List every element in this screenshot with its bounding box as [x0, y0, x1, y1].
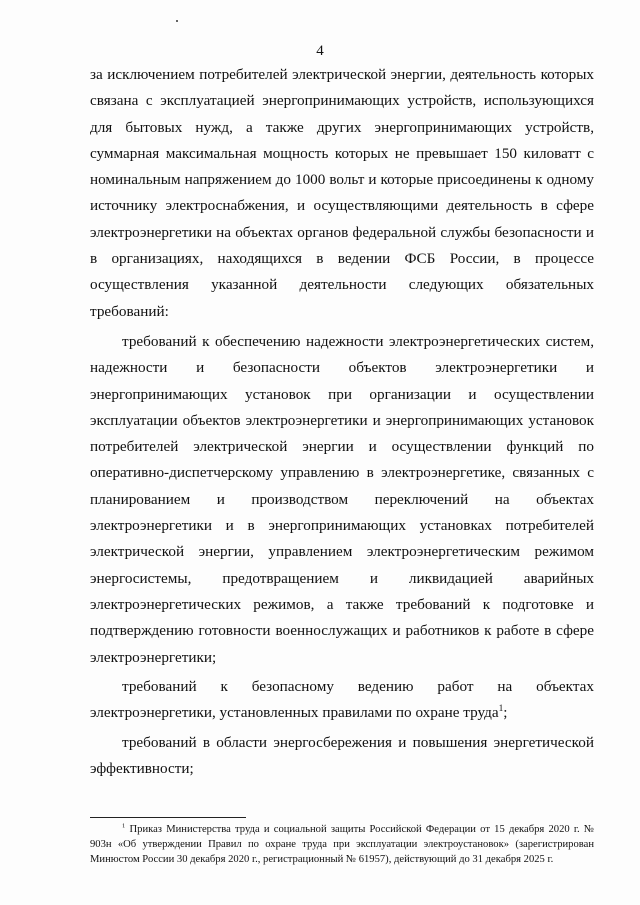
footnote: [90, 822, 594, 867]
paragraph-3: [90, 674, 594, 727]
paragraph-1: за исключением потребителей электрической энергии, деятельность которых связана с эксплуатацией энергопринимающих устройств, использующихся для бытовых нужд, а также других энергопринимающих устройств, суммарная максимальная мощность которых не превышает 150 киловатт с номинальным напряжением до 1000 вольт и которые присоединены к одному источнику электроснабжения, и осуществляющими деятельность в сфере электроэнергетики на объектах органов федеральной службы безопасности и в организациях, находящихся в ведении ФСБ России, в процессе осуществления указанной деятельности следующих обязательных требований:: [90, 66, 594, 320]
scan-speck: [176, 20, 178, 22]
footnote-marker: 1: [122, 822, 126, 830]
paragraph-4: требований в области энергосбережения и повышения энергетической эффективности;: [90, 734, 594, 778]
paragraph-3-text: требований к безопасному ведению работ на объектах электроэнергетики, установленных правилами по охране труда: [90, 678, 594, 722]
footnote-reference[interactable]: 1: [498, 704, 504, 715]
paragraph-2: требований к обеспечению надежности электроэнергетических систем, надежности и безопасности объектов электроэнергетики и энергопринимающих установок при организации и осуществлении эксплуатации объектов электроэнергетики и энергопринимающих установок потребителей электрической энергии и осуществлении функций по оперативно-диспетчерскому управлению в электроэнергетике, связанных с планированием и производством переключений на объектах электроэнергетики и в энергопринимающих установках потребителей электрической энергии, управлением электроэнергетическим режимом энергосистемы, предотвращением и ликвидацией аварийных электроэнергетических режимов, а также требований к подготовке и подтверждению готовности военнослужащих и работников к работе в сфере электроэнергетики;: [90, 333, 594, 666]
page-number: 4: [316, 43, 324, 59]
footnote-text: Приказ Министерства труда и социальной защиты Российской Федерации от 15 декабря 2020 г. № 903н «Об утверждении Правил по охране труда при эксплуатации электроустановок» (зарегистрирован Минюстом России 30 декабря 2020 г., регистрационный № 61957), действующий до 31 декабря 2025 г.: [90, 824, 595, 865]
footnote-separator: [90, 817, 246, 818]
paragraph-3-tail: ;: [503, 704, 508, 722]
